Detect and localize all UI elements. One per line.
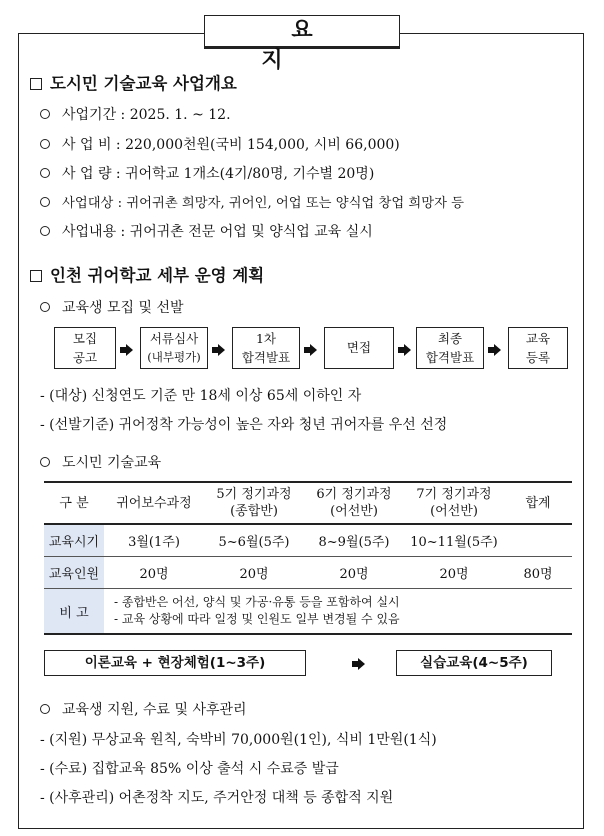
header-text: 5기 정기과정 [216,487,292,502]
header-subtext: (어선반) [430,504,478,519]
arrow-right-icon [352,657,365,670]
row-label: 비 고 [44,589,104,635]
overview-item: 사업기간 : 2025. 1. ~ 12. [40,104,231,124]
step-line2: (내부평가) [147,350,201,364]
overview-item: 사업대상 : 귀어귀촌 희망자, 귀어인, 어업 또는 양식업 창업 희망자 등 [40,192,464,211]
support-line: - (수료) 집합교육 85% 이상 출석 시 수료증 발급 [40,761,339,777]
support-title-text: 교육생 지원, 수료 및 사후관리 [62,702,247,718]
step-line1: 1차 [255,331,277,346]
section2-heading [30,262,264,286]
item-label: 사 업 량 [62,166,112,182]
step-line2: 공고 [72,350,98,365]
note-line: - 교육 상황에 따라 일정 및 인원도 일부 변경될 수 있음 [114,612,400,626]
table-header-row [44,482,572,524]
recruit-title [40,297,184,317]
item-label: 사업내용 [62,224,117,240]
step-line2: 합격발표 [241,350,291,365]
arrow-right-icon [488,343,501,356]
training-title-text: 도시민 기술교육 [62,455,162,471]
table-header-cell [304,482,404,524]
circle-bullet-icon [40,704,50,714]
step-line2: 합격발표 [425,350,475,365]
step-registration [508,327,568,369]
item-label: 사업기간 [62,107,117,123]
header-text: 합계 [525,495,551,511]
step-first-pass [232,327,300,369]
item-value: 2025. 1. ~ 12. [129,107,231,123]
arrow-right-icon [120,343,133,356]
step-line1: 면접 [346,340,372,355]
item-value: 귀어귀촌 희망자, 귀어인, 어업 또는 양식업 창업 희망자 등 [126,196,465,211]
row-label: 교육시기 [44,524,104,557]
overview-item: 사 업 량 : 귀어학교 1개소(4기/80명, 기수별 20명) [40,163,374,183]
circle-bullet-icon [40,139,50,149]
row-label: 교육인원 [44,557,104,589]
overview-item: 사업내용 : 귀어귀촌 전문 어업 및 양식업 교육 실시 [40,221,373,241]
header-text: 7기 정기과정 [416,487,492,502]
step-line1: 모집 [72,331,98,346]
item-label: 사업대상 [62,196,114,211]
item-value: 귀어귀촌 전문 어업 및 양식업 교육 실시 [129,224,373,240]
table-cell: 10~11월(5주) [404,524,504,557]
section1-heading [30,70,237,94]
step-line1: 최종 [437,331,463,346]
support-line: - (사후관리) 어촌정착 지도, 주거안정 대책 등 종합적 지원 [40,790,394,806]
header-text: 6기 정기과정 [316,487,392,502]
flow-practice-box: 실습교육(4~5주) [396,650,552,676]
item-label: 사 업 비 [62,137,112,153]
circle-bullet-icon [40,302,50,312]
table-cell: 80명 [504,557,572,589]
table-cell: 20명 [104,557,204,589]
arrow-right-icon [304,343,317,356]
step-line1: 교육 [525,331,551,346]
recruit-note: - (대상) 신청연도 기준 만 18세 이상 65세 이하인 자 [40,388,362,404]
table-cell: 5~6월(5주) [204,524,304,557]
table-row [44,524,572,557]
page-title: 요 지 [204,15,400,49]
step-document-review [140,327,208,369]
training-title [40,452,161,472]
circle-bullet-icon [40,457,50,467]
arrow-right-icon [398,343,411,356]
table-header-cell [104,482,204,524]
note-line: - 종합반은 어선, 양식 및 가공·유통 등을 포함하여 실시 [114,595,400,609]
table-row [44,589,572,635]
table-row [44,557,572,589]
circle-bullet-icon [40,197,50,207]
table-header-cell [204,482,304,524]
step-line2: 등록 [525,350,551,365]
step-final-pass [416,327,484,369]
section2-heading-text: 인천 귀어학교 세부 운영 계획 [50,266,265,285]
table-header-cell [504,482,572,524]
flow-theory-box: 이론교육 + 현장체험(1~3주) [44,650,306,676]
table-note-cell [104,589,572,635]
training-table [44,481,572,635]
table-cell: 20명 [304,557,404,589]
table-cell [504,524,572,557]
item-value: 220,000천원(국비 154,000, 시비 66,000) [125,137,400,153]
header-text: 귀어보수과정 [116,495,192,511]
support-line: - (지원) 무상교육 원칙, 숙박비 70,000원(1인), 식비 1만원(1식) [40,732,437,748]
overview-item: 사 업 비 : 220,000천원(국비 154,000, 시비 66,000) [40,134,400,154]
square-bullet-icon [30,78,42,90]
circle-bullet-icon [40,226,50,236]
circle-bullet-icon [40,168,50,178]
item-value: 귀어학교 1개소(4기/80명, 기수별 20명) [125,166,375,182]
table-cell: 3월(1주) [104,524,204,557]
circle-bullet-icon [40,109,50,119]
table-cell: 20명 [404,557,504,589]
header-subtext: (종합반) [230,504,278,519]
table-header-cell [404,482,504,524]
table-header-cell [44,482,104,524]
step-interview [324,327,394,369]
table-cell: 8~9월(5주) [304,524,404,557]
header-text: 구 분 [59,495,89,511]
arrow-right-icon [212,343,225,356]
square-bullet-icon [30,270,42,282]
recruit-note: - (선발기준) 귀어정착 가능성이 높은 자와 청년 귀어자를 우선 선정 [40,417,448,433]
step-line1: 서류심사 [149,331,199,346]
recruit-title-text: 교육생 모집 및 선발 [62,300,184,316]
support-title [40,699,247,719]
section1-heading-text: 도시민 기술교육 사업개요 [50,74,237,93]
step-recruit-notice [54,327,116,369]
table-cell: 20명 [204,557,304,589]
header-subtext: (어선반) [330,504,378,519]
